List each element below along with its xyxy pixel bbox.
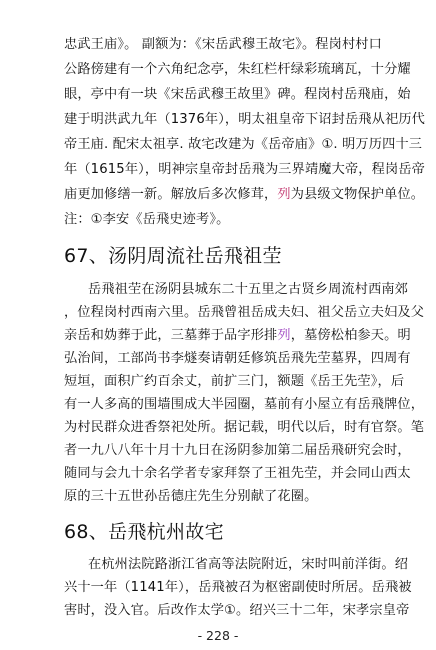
footnote-text: 注：①李安《岳飛史迹考》。 [64,212,230,227]
text-segment: 随同与会九十余名学者专家拜祭了王祖先茔，并会同山西太 [64,466,411,481]
text-line [88,281,408,299]
text-line [64,86,411,104]
text-segment: 岳飛祖茔在汤阴县城东二十五里之古贤乡周流村西南郊 [88,282,409,297]
text-line [64,350,411,368]
text-line [64,442,411,460]
text-segment: 帝王庙. 配宋太祖享. 故宅改建为《岳帝庙》①. 明万历四十三 [64,137,423,152]
text-segment: 有一人多高的围墙围成大半园圈，墓前有小屋立有岳飛牌位， [64,397,425,412]
text-segment: 眼，亭中有一块《宋岳武穆王故里》碑。程岗村岳飛庙，始 [64,87,411,102]
text-line [64,61,411,79]
text-segment: 为村民群众进香祭祀处所。据记载，明代以后，时有官祭。笔 [64,420,425,435]
text-line [64,602,409,620]
highlighted-character: 列 [277,328,291,343]
text-segment: 公路傍建有一个六角纪念亭，朱红栏杆绿彩琉璃瓦，十分耀 [64,62,411,77]
text-line [64,373,404,391]
text-segment: 原的三十五世孙岳德庄先生分别献了花圈。 [64,489,318,504]
text-line [64,136,422,154]
text-line [64,186,424,204]
text-segment: 建于明洪武九年（1376年），明太祖皇帝下诏封岳飛从祀历代 [64,112,425,127]
section-heading-67: 67、汤阴周流社岳飛祖茔 [64,245,282,267]
text-segment: 在杭州法院路浙江省高等法院附近，宋时叫前洋街。绍 [88,557,409,572]
section-heading-68: 68、岳飛杭州故宅 [64,521,224,543]
text-segment: 庙更加修缮一新。解放后多次修茸， [64,187,278,202]
text-segment: 兴十一年（1141年），岳飛被召为枢密副使时所居。岳飛被 [64,580,412,595]
text-line [64,327,411,345]
text-segment: ，位程岗村西南六里。岳飛曾祖岳成夫妇、祖父岳立夫妇及父 [64,305,425,320]
highlighted-character: 列 [277,187,291,202]
text-line [64,465,411,483]
text-line [64,161,425,179]
text-line [64,579,412,597]
page-number: - 228 - [197,628,239,643]
text-line [88,556,408,574]
text-line [64,396,424,414]
text-segment: 弘治间，工部尚书李燧奏请朝廷修筑岳飛先茔墓界，四周有 [64,351,411,366]
text-line [64,304,424,322]
text-segment: 亲岳和妫葬于此，三墓葬于品字形排 [64,328,278,343]
text-segment: 短垣，面积广约百余丈，前扩三门，额题《岳王先茔》，后 [64,374,405,389]
text-segment: 害时，没入官。后改作太学①。绍兴三十二年，宋孝宗皇帝 [64,603,410,618]
text-line [64,36,382,54]
text-segment: 为县级文物保护单位。 [290,187,425,202]
text-line [64,111,425,129]
text-line [64,419,424,437]
text-segment: ，墓傍松柏参天。明 [290,328,411,343]
text-line [64,488,317,506]
footnote-line [64,211,229,229]
text-segment: 忠武王庙》。 副额为：《宋岳武穆王故宅》。程岗村村口 [64,37,382,52]
text-segment: 者一九八八年十月十九日在汤阴参加第二届岳飛研究会时， [64,443,411,458]
text-segment: 年（1615年），明神宗皇帝封岳飛为三界靖魔大帝，程岗岳帝 [64,162,425,177]
